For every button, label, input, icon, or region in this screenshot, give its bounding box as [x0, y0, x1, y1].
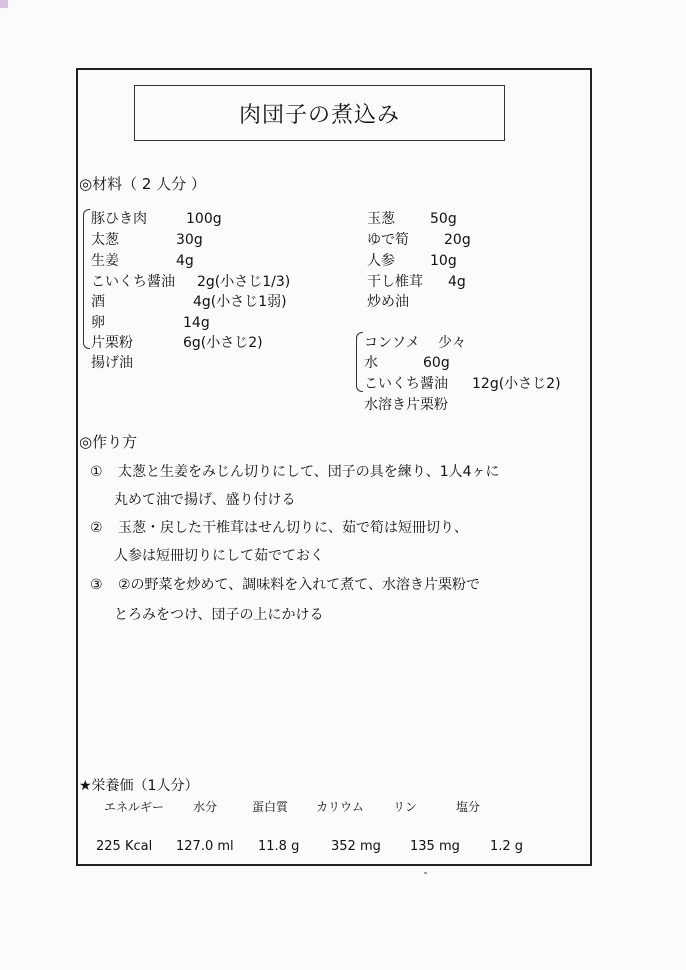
ingredient-name: 生姜 [91, 253, 119, 269]
ingredient-name: 片栗粉 [91, 335, 133, 351]
nutrition-label-salt: 塩分 [456, 800, 481, 814]
ingredient-name: こいくち醤油 [364, 376, 448, 392]
ingredient-name: コンソメ [364, 335, 420, 351]
ingredient-amount: 6g(小さじ2) [183, 335, 263, 351]
ingredient-amount: 2g(小さじ1/3) [197, 274, 291, 290]
step-number: ③ [90, 577, 103, 593]
nutrition-label-energy: エネルギー [104, 800, 165, 814]
step-text-line2: 人参は短冊切りにして茹でておく [114, 548, 324, 564]
ingredient-amount: 4g [448, 274, 466, 290]
ingredient-name: 人参 [367, 253, 395, 269]
nutrition-label-potassium: カリウム [316, 800, 364, 814]
step-number: ① [90, 464, 103, 480]
ingredient-name: こいくち醤油 [91, 274, 175, 290]
sauce-bracket [356, 332, 363, 392]
ingredient-amount: 30g [176, 232, 203, 248]
nutrition-value-potassium: 352 mg [331, 839, 381, 854]
ingredient-name: 豚ひき肉 [91, 211, 147, 227]
ingredient-name: 炒め油 [367, 294, 409, 310]
ingredient-amount: 10g [430, 253, 457, 269]
step-text-line1: 玉葱・戻した干椎茸はせん切りに、茹で筍は短冊切り、 [118, 520, 468, 536]
ink-dot [424, 872, 427, 874]
ingredient-name: 玉葱 [367, 211, 395, 227]
nutrition-value-phosphorus: 135 mg [410, 839, 460, 854]
ingredient-name: 干し椎茸 [367, 274, 423, 290]
ingredients-heading: ◎材料（ 2 人分 ） [79, 175, 206, 193]
nutrition-value-protein: 11.8 g [258, 839, 300, 854]
nutrition-heading: ★栄養価（1人分） [79, 778, 199, 794]
left-ingredients-bracket [83, 209, 90, 349]
ingredient-amount: 12g(小さじ2) [472, 376, 561, 392]
nutrition-label-phosphorus: リン [393, 800, 418, 814]
ingredient-name: 揚げ油 [91, 355, 133, 371]
ingredient-amount: 100g [186, 211, 222, 227]
method-heading: ◎作り方 [79, 433, 138, 451]
nutrition-value-salt: 1.2 g [490, 839, 524, 854]
corner-smudge [0, 0, 8, 8]
step-text-line1: 太葱と生姜をみじん切りにして、団子の具を練り、1人4ヶに [118, 464, 500, 480]
ingredient-amount: 50g [430, 211, 457, 227]
nutrition-label-protein: 蛋白質 [252, 800, 289, 814]
nutrition-label-water: 水分 [193, 800, 218, 814]
ingredient-name: 酒 [91, 294, 105, 310]
step-text-line2: とろみをつけ、団子の上にかける [114, 607, 324, 623]
ingredient-amount: 少々 [438, 335, 466, 351]
nutrition-value-water: 127.0 ml [176, 839, 234, 854]
recipe-title-box [134, 85, 505, 141]
ingredient-amount: 60g [423, 355, 450, 371]
ingredient-name: 卵 [91, 315, 105, 331]
ingredient-amount: 4g [176, 253, 194, 269]
step-number: ② [90, 520, 103, 536]
step-text-line2: 丸めて油で揚げ、盛り付ける [114, 492, 296, 508]
ingredient-amount: 14g [183, 315, 210, 331]
ingredient-name: 太葱 [91, 232, 119, 248]
step-text-line1: ②の野菜を炒めて、調味料を入れて煮て、水溶き片栗粉で [118, 577, 480, 593]
ingredient-name: 水 [364, 355, 378, 371]
nutrition-value-energy: 225 Kcal [96, 839, 153, 854]
ingredient-amount: 4g(小さじ1弱) [193, 294, 287, 310]
ingredient-amount: 20g [444, 232, 471, 248]
recipe-title: 肉団子の煮込み [238, 102, 400, 128]
ingredient-name: ゆで筍 [367, 232, 409, 248]
ingredient-name: 水溶き片栗粉 [364, 397, 448, 413]
